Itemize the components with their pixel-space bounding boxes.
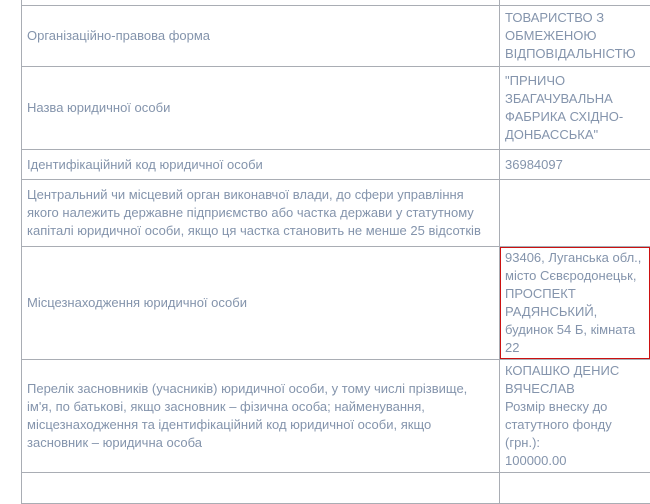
row-value-cell [500, 473, 650, 504]
row-label: Місцезнаходження юридичної особи [22, 247, 500, 360]
row-value: "ПРНИЧО ЗБАГАЧУВАЛЬНА ФАБРИКА СХІДНО-ДОНБАССЬКА" [500, 67, 650, 150]
contribution-label: Розмір внеску до статутного фонду (грн.): [505, 398, 645, 452]
row-label: Ідентифікаційний код юридичної особи [22, 150, 500, 180]
table-row-address [22, 247, 650, 360]
row-value: ТОВАРИСТВО З ОБМЕЖЕНОЮ ВІДПОВІДАЛЬНІСТЮ [500, 6, 650, 67]
row-value-founders [500, 360, 650, 473]
row-value: 36984097 [500, 150, 650, 180]
table-row-founders [22, 360, 650, 473]
table-row-legal-form [22, 6, 650, 67]
row-label: Центральний чи місцевий орган виконавчої влади, до сфери управління якого належить державне підприємство або частка держави у статутному капіталі юридичної особи, якщо ця частка становить не менше 25 відсотків [22, 180, 500, 247]
registry-table [21, 0, 650, 504]
row-label: Назва юридичної особи [22, 67, 500, 150]
row-label: Організаційно-правова форма [22, 6, 500, 67]
address-text: 93406, Луганська обл., місто Сєвєродонецьк, ПРОСПЕКТ РАДЯНСЬКИЙ, будинок 54 Б, кімната 22 [505, 250, 641, 355]
row-label: Перелік засновників (учасників) юридичної особи, у тому числі прізвище, ім'я, по батькові, якщо засновник – фізична особа; найменування, місцезнаходження та ідентифікаційний код юридичної особи, якщо засновник – юридична особа [22, 360, 500, 473]
row-value-address [500, 247, 650, 360]
table-row-legal-name [22, 67, 650, 150]
contribution-value: 100000.00 [505, 452, 645, 470]
cutoff-row-bottom [22, 473, 650, 504]
table-row-state-authority [22, 180, 650, 247]
row-label-cell [22, 473, 500, 504]
founder-name: КОПАШКО ДЕНИС ВЯЧЕСЛАВ [505, 362, 645, 398]
registry-table-container [21, 0, 650, 504]
row-value [500, 180, 650, 247]
table-row-id-code [22, 150, 650, 180]
